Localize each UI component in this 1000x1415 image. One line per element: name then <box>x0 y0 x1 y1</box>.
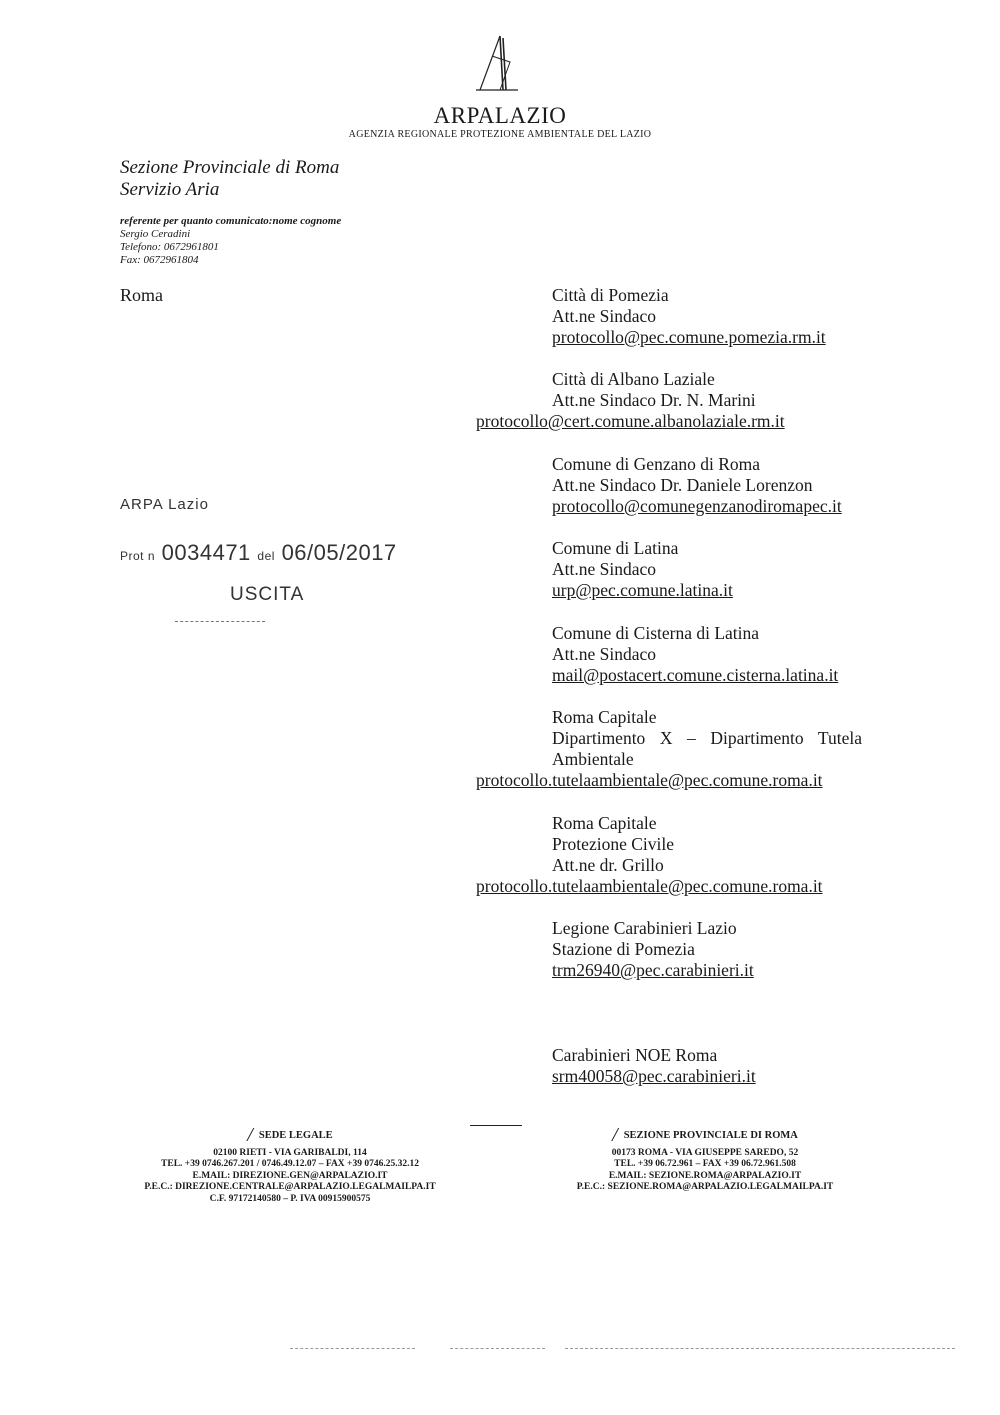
recipient-email[interactable]: protocollo@pec.comune.pomezia.rm.it <box>552 327 826 347</box>
recipient-block <box>552 285 862 348</box>
sender-service: Servizio Aria <box>120 179 220 200</box>
recipient-line: Comune di Cisterna di Latina <box>552 623 760 643</box>
stamp-direction: USCITA <box>230 584 305 605</box>
recipient-line: Ambientale <box>552 749 634 769</box>
recipient-email[interactable]: srm40058@pec.carabinieri.it <box>552 1066 756 1086</box>
footer-left-email: E.MAIL: DIREZIONE.GEN@ARPALAZIO.IT <box>192 1170 388 1181</box>
sender-block <box>120 157 339 201</box>
bottom-dashed-line <box>450 1348 545 1349</box>
recipient-block <box>552 918 862 981</box>
referent-phone: Telefono: 0672961801 <box>120 241 219 253</box>
arpa-mark-icon: / <box>247 1124 253 1146</box>
bottom-dashed-line <box>565 1348 955 1349</box>
recipient-line: Att.ne dr. Grillo <box>552 855 664 875</box>
recipient-line: Att.ne Sindaco Dr. Daniele Lorenzon <box>552 475 813 495</box>
stamp-dashed-line <box>175 621 265 622</box>
prot-prefix: Prot n <box>120 549 156 563</box>
recipient-block <box>476 369 862 432</box>
recipient-line: Att.ne Sindaco <box>552 644 657 664</box>
org-name: ARPALAZIO <box>433 103 567 128</box>
recipient-line: Stazione di Pomezia <box>552 939 695 959</box>
recipient-email[interactable]: protocollo.tutelaambientale@pec.comune.roma.it <box>476 876 823 896</box>
recipient-email[interactable]: protocollo@comunegenzanodiromapec.it <box>552 496 842 516</box>
footer-left-address: 02100 RIETI - VIA GARIBALDI, 114 <box>213 1147 367 1158</box>
recipient-block <box>552 538 862 601</box>
recipient-line: Protezione Civile <box>552 834 674 854</box>
recipient-line: Roma Capitale <box>552 707 657 727</box>
recipient-block <box>552 1045 862 1087</box>
prot-date: 06/05/2017 <box>281 540 397 565</box>
footer-right-email: E.MAIL: SEZIONE.ROMA@ARPALAZIO.IT <box>608 1170 802 1181</box>
recipient-line: Città di Albano Laziale <box>552 369 715 389</box>
recipient-line: Att.ne Sindaco <box>552 306 657 326</box>
footer-right-address: 00173 ROMA - VIA GIUSEPPE SAREDO, 52 <box>611 1147 799 1158</box>
recipient-line: Carabinieri NOE Roma <box>552 1045 718 1065</box>
recipient-block <box>552 454 862 517</box>
referent-block <box>120 215 341 267</box>
footer-right-pec: P.E.C.: SEZIONE.ROMA@ARPALAZIO.LEGALMAILPA.IT <box>576 1182 834 1192</box>
footer-right-title: SEZIONE PROVINCIALE DI ROMA <box>623 1130 798 1141</box>
recipient-block <box>476 813 862 897</box>
recipient-email[interactable]: trm26940@pec.carabinieri.it <box>552 960 754 980</box>
recipient-line: Att.ne Sindaco <box>552 559 657 579</box>
referent-name: Sergio Ceradini <box>120 228 191 240</box>
recipient-email[interactable]: protocollo.tutelaambientale@pec.comune.roma.it <box>476 770 823 790</box>
arpa-logo-icon <box>470 32 534 102</box>
org-subtitle: AGENZIA REGIONALE PROTEZIONE AMBIENTALE DEL LAZIO <box>348 129 652 140</box>
footer-left-vat: C.F. 97172140580 – P. IVA 00915900575 <box>209 1193 371 1204</box>
sender-section: Sezione Provinciale di Roma <box>120 157 340 178</box>
footer-left-title: SEDE LEGALE <box>258 1130 333 1141</box>
prot-number: 0034471 <box>161 540 251 565</box>
protocol-stamp <box>120 540 397 566</box>
recipient-block <box>552 623 862 686</box>
footer-provincial-section <box>530 1124 880 1194</box>
footer-right-tel: TEL. +39 06.72.961 – FAX +39 06.72.961.508 <box>614 1159 796 1169</box>
recipient-line: Att.ne Sindaco Dr. N. Marini <box>552 390 756 410</box>
recipient-email[interactable]: protocollo@cert.comune.albanolaziale.rm.it <box>476 411 785 431</box>
recipient-line: Legione Carabinieri Lazio <box>552 918 737 938</box>
bottom-dashed-line <box>290 1348 415 1349</box>
recipient-line: Comune di Genzano di Roma <box>552 454 761 474</box>
footer-legal-office <box>110 1124 470 1205</box>
recipient-line: Roma Capitale <box>552 813 657 833</box>
date-prefix: del <box>257 549 275 563</box>
arpa-mark-icon: / <box>612 1124 618 1146</box>
recipient-email[interactable]: urp@pec.comune.latina.it <box>552 580 733 600</box>
stamp-org: ARPA Lazio <box>120 496 209 513</box>
recipient-email[interactable]: mail@postacert.comune.cisterna.latina.it <box>552 665 839 685</box>
footer-left-pec: P.E.C.: DIREZIONE.CENTRALE@ARPALAZIO.LEGALMAILPA.IT <box>144 1182 436 1192</box>
referent-fax: Fax: 0672961804 <box>120 254 199 266</box>
sender-city: Roma <box>120 285 163 305</box>
recipient-line: Comune di Latina <box>552 538 679 558</box>
footer-separator <box>470 1125 522 1126</box>
referent-label: referente per quanto comunicato:nome cognome <box>120 215 342 227</box>
recipient-line: Dipartimento X – Dipartimento Tutela <box>552 728 862 748</box>
footer-left-tel: TEL. +39 0746.267.201 / 0746.49.12.07 – FAX +39 0746.25.32.12 <box>161 1159 419 1169</box>
recipient-block <box>476 707 862 791</box>
recipient-line: Città di Pomezia <box>552 285 669 305</box>
